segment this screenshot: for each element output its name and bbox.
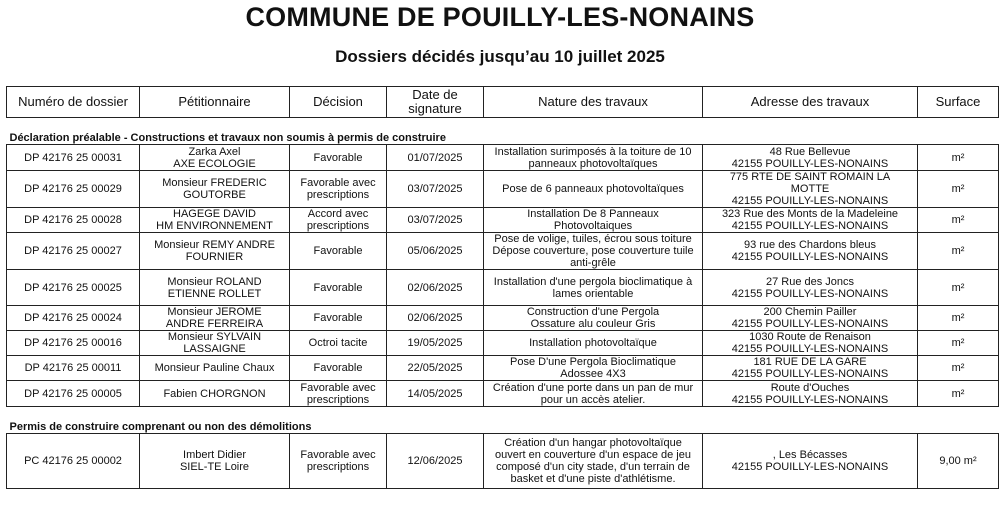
cell-nature: Pose D'une Pergola Bioclimatique Adossee 4X3 [484,356,703,381]
cell-surface: m² [918,381,999,407]
cell-numero: DP 42176 25 00028 [7,208,140,233]
col-header-numero: Numéro de dossier [7,87,140,118]
section-title: Déclaration préalable - Constructions et travaux non soumis à permis de construire [7,132,999,145]
table-row [7,356,999,381]
cell-decision: Favorable avec prescriptions [290,381,387,407]
cell-date: 02/06/2025 [387,306,484,331]
cell-adresse: 48 Rue Bellevue 42155 POUILLY-LES-NONAINS [703,145,918,171]
table-row [7,434,999,489]
cell-decision: Accord avec prescriptions [290,208,387,233]
table-row [7,306,999,331]
cell-surface: m² [918,145,999,171]
cell-petitionnaire: Zarka Axel AXE ECOLOGIE [140,145,290,171]
cell-decision: Favorable avec prescriptions [290,434,387,489]
section-title: Permis de construire comprenant ou non des démolitions [7,421,999,434]
cell-petitionnaire: Monsieur SYLVAIN LASSAIGNE [140,331,290,356]
table-row [7,171,999,208]
cell-petitionnaire: HAGEGE DAVID HM ENVIRONNEMENT [140,208,290,233]
cell-date: 05/06/2025 [387,233,484,270]
cell-petitionnaire: Monsieur REMY ANDRE FOURNIER [140,233,290,270]
cell-petitionnaire: Monsieur Pauline Chaux [140,356,290,381]
cell-surface: 9,00 m² [918,434,999,489]
cell-numero: PC 42176 25 00002 [7,434,140,489]
cell-petitionnaire: Fabien CHORGNON [140,381,290,407]
cell-numero: DP 42176 25 00016 [7,331,140,356]
cell-decision: Favorable [290,356,387,381]
cell-surface: m² [918,171,999,208]
cell-petitionnaire: Monsieur FREDERIC GOUTORBE [140,171,290,208]
cell-nature: Pose de 6 panneaux photovoltaïques [484,171,703,208]
spacer-cell [7,407,999,422]
table-row [7,145,999,171]
cell-date: 22/05/2025 [387,356,484,381]
col-header-nature: Nature des travaux [484,87,703,118]
cell-numero: DP 42176 25 00024 [7,306,140,331]
cell-adresse: 1030 Route de Renaison 42155 POUILLY-LES-NONAINS [703,331,918,356]
cell-decision: Favorable [290,306,387,331]
cell-nature: Construction d'une Pergola Ossature alu couleur Gris [484,306,703,331]
page-title: COMMUNE DE POUILLY-LES-NONAINS [245,2,755,32]
cell-nature: Installation d'une pergola bioclimatique à lames orientable [484,270,703,306]
cell-nature: Installation surimposés à la toiture de 10 panneaux photovoltaïques [484,145,703,171]
cell-nature: Création d'une porte dans un pan de mur pour un accès atelier. [484,381,703,407]
cell-date: 03/07/2025 [387,208,484,233]
col-header-adresse: Adresse des travaux [703,87,918,118]
cell-adresse: , Les Bécasses 42155 POUILLY-LES-NONAINS [703,434,918,489]
table-row [7,381,999,407]
cell-surface: m² [918,356,999,381]
cell-date: 19/05/2025 [387,331,484,356]
cell-numero: DP 42176 25 00029 [7,171,140,208]
cell-numero: DP 42176 25 00031 [7,145,140,171]
cell-adresse: 775 RTE DE SAINT ROMAIN LA MOTTE 42155 POUILLY-LES-NONAINS [703,171,918,208]
page-subtitle: Dossiers décidés jusqu’au 10 juillet 2025 [335,47,665,66]
col-header-surface: Surface [918,87,999,118]
cell-numero: DP 42176 25 00005 [7,381,140,407]
cell-nature: Installation photovoltaïque [484,331,703,356]
table-row [7,233,999,270]
table-row [7,270,999,306]
cell-decision: Favorable avec prescriptions [290,171,387,208]
table-header-row [7,87,999,118]
cell-adresse: 93 rue des Chardons bleus 42155 POUILLY-LES-NONAINS [703,233,918,270]
cell-numero: DP 42176 25 00027 [7,233,140,270]
cell-petitionnaire: Imbert Didier SIEL-TE Loire [140,434,290,489]
cell-decision: Favorable [290,270,387,306]
col-header-decision: Décision [290,87,387,118]
spacer-row [7,407,999,422]
cell-date: 14/05/2025 [387,381,484,407]
cell-adresse: 27 Rue des Joncs 42155 POUILLY-LES-NONAINS [703,270,918,306]
cell-numero: DP 42176 25 00025 [7,270,140,306]
table-row [7,331,999,356]
cell-date: 12/06/2025 [387,434,484,489]
cell-surface: m² [918,331,999,356]
cell-date: 02/06/2025 [387,270,484,306]
cell-numero: DP 42176 25 00011 [7,356,140,381]
cell-petitionnaire: Monsieur JEROME ANDRE FERREIRA [140,306,290,331]
table-row [7,208,999,233]
spacer-row [7,118,999,133]
cell-date: 03/07/2025 [387,171,484,208]
col-header-petitionnaire: Pétitionnaire [140,87,290,118]
cell-adresse: 200 Chemin Pailler 42155 POUILLY-LES-NONAINS [703,306,918,331]
cell-nature: Pose de volige, tuiles, écrou sous toiture Dépose couverture, pose couverture tuile anti-grêle [484,233,703,270]
cell-surface: m² [918,306,999,331]
cell-date: 01/07/2025 [387,145,484,171]
cell-petitionnaire: Monsieur ROLAND ETIENNE ROLLET [140,270,290,306]
cell-adresse: 323 Rue des Monts de la Madeleine 42155 POUILLY-LES-NONAINS [703,208,918,233]
cell-nature: Installation De 8 Panneaux Photovoltaiques [484,208,703,233]
spacer-cell [7,118,999,133]
cell-surface: m² [918,208,999,233]
cell-surface: m² [918,233,999,270]
dossiers-table [6,86,999,489]
col-header-date: Date de signature [387,87,484,118]
cell-decision: Octroi tacite [290,331,387,356]
cell-nature: Création d'un hangar photovoltaïque ouvert en couverture d'un espace de jeu composé d'un city stade, d'un terrain de basket et d'une piste d'athlétisme. [484,434,703,489]
section-header-dp [7,132,999,145]
cell-decision: Favorable [290,233,387,270]
cell-surface: m² [918,270,999,306]
section-header-pc [7,421,999,434]
cell-adresse: Route d'Ouches 42155 POUILLY-LES-NONAINS [703,381,918,407]
cell-decision: Favorable [290,145,387,171]
cell-adresse: 181 RUE DE LA GARE 42155 POUILLY-LES-NONAINS [703,356,918,381]
